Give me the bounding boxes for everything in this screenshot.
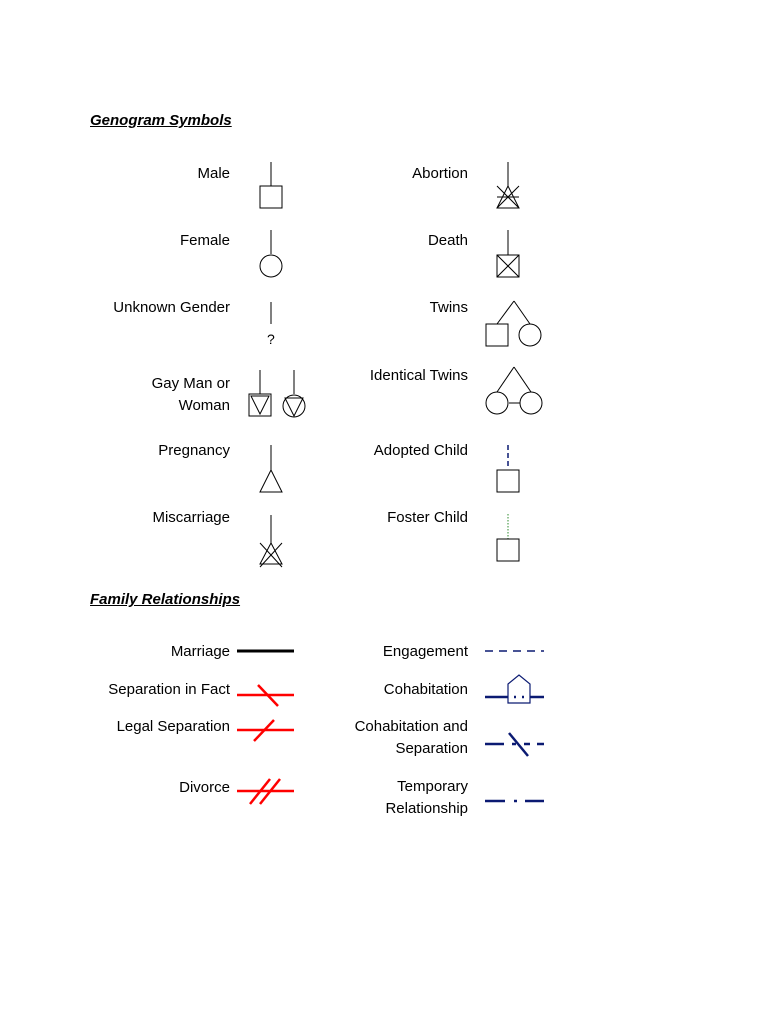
label-separation-in-fact: Separation in Fact [108, 681, 230, 698]
abortion-icon [487, 160, 527, 212]
label-foster-child: Foster Child [387, 509, 468, 526]
identical-twins-icon [482, 364, 548, 418]
twins-icon [482, 298, 548, 350]
label-marriage: Marriage [170, 643, 230, 660]
label-abortion: Abortion [412, 165, 468, 182]
unknown-gender-mark: ? [267, 331, 275, 347]
label-temporary-relationship: Temporary Relationship [385, 778, 468, 817]
label-identical-twins: Identical Twins [369, 367, 468, 384]
label-miscarriage: Miscarriage [152, 509, 230, 526]
legal-separation-line-icon [236, 717, 296, 743]
divorce-line-icon [236, 776, 296, 806]
section-title-family-relationships: Family Relationships [90, 591, 241, 608]
miscarriage-icon [250, 513, 290, 569]
label-adopted-child: Adopted Child [373, 442, 468, 459]
label-male: Male [197, 165, 230, 182]
foster-child-icon [487, 512, 527, 564]
gay-man-or-woman-icon [244, 368, 310, 420]
engagement-line-icon [484, 640, 546, 662]
marriage-line-icon [236, 640, 296, 662]
label-unknown-gender: Unknown Gender [113, 299, 230, 316]
label-cohabitation-and-separation: Cohabitation and Separation [354, 718, 468, 757]
label-gay-man-or-woman: Gay Man or Woman [151, 375, 230, 414]
label-death: Death [427, 232, 468, 249]
label-female: Female [179, 232, 230, 249]
pregnancy-icon [250, 443, 290, 495]
female-symbol-icon [250, 228, 290, 280]
adopted-child-icon [487, 443, 527, 495]
male-symbol-icon [250, 160, 290, 212]
label-cohabitation: Cohabitation [383, 681, 468, 698]
death-icon [487, 228, 527, 280]
cohabitation-separation-line-icon [484, 730, 546, 758]
label-engagement: Engagement [382, 643, 468, 660]
label-divorce: Divorce [179, 779, 230, 796]
label-legal-separation: Legal Separation [116, 718, 230, 735]
label-twins: Twins [429, 299, 468, 316]
section-title-genogram-symbols: Genogram Symbols [90, 112, 232, 129]
temporary-relationship-line-icon [484, 790, 546, 812]
cohabitation-line-icon [484, 672, 546, 708]
separation-in-fact-line-icon [236, 682, 296, 708]
label-pregnancy: Pregnancy [158, 442, 230, 459]
